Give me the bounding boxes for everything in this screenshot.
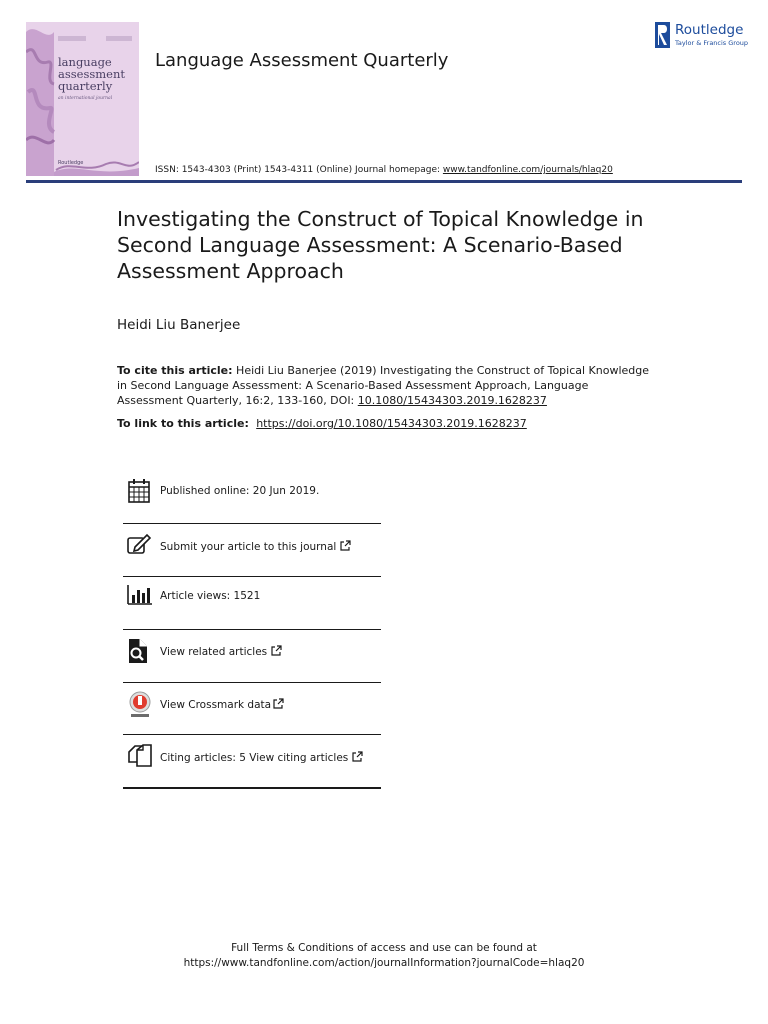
- row-divider: [123, 629, 381, 630]
- published-date: Published online: 20 Jun 2019.: [160, 485, 320, 497]
- external-link-icon: [340, 540, 351, 551]
- article-doi-url[interactable]: https://doi.org/10.1080/15434303.2019.1628237: [256, 417, 527, 430]
- crossmark-label: View Crossmark data: [160, 699, 272, 711]
- header-divider: [26, 180, 742, 183]
- document-search-icon: [127, 638, 149, 664]
- routledge-r-icon: [655, 22, 670, 48]
- article-views: Article views: 1521: [160, 590, 261, 602]
- cover-title-line: quarterly: [58, 79, 113, 93]
- related-row[interactable]: [123, 638, 381, 666]
- related-label: View related articles: [160, 646, 268, 658]
- external-link-icon: [271, 645, 282, 656]
- article-link-line: [117, 417, 527, 430]
- publisher-name: Routledge: [675, 22, 744, 38]
- crossmark-row[interactable]: [123, 691, 381, 719]
- bar-chart-icon: [127, 585, 153, 605]
- calendar-icon: [127, 478, 151, 504]
- cover-title-line: language: [58, 55, 112, 69]
- journal-title: Language Assessment Quarterly: [155, 50, 449, 71]
- publisher-group: Taylor & Francis Group: [675, 39, 749, 47]
- citation-block: [117, 363, 657, 408]
- routledge-logo: [655, 22, 749, 48]
- submit-row[interactable]: [123, 533, 381, 561]
- row-divider: [123, 523, 381, 524]
- cover-publisher-mark: Routledge: [58, 160, 84, 166]
- citing-articles-link[interactable]: [160, 751, 363, 764]
- crossmark-link[interactable]: [160, 698, 284, 711]
- submit-label: Submit your article to this journal: [160, 541, 337, 553]
- journal-homepage-link[interactable]: www.tandfonline.com/journals/hlaq20: [442, 165, 613, 175]
- row-divider: [123, 734, 381, 735]
- published-row: [123, 478, 381, 508]
- external-link-icon: [352, 751, 363, 762]
- link-label: To link to this article:: [117, 417, 253, 430]
- row-divider: [123, 682, 381, 683]
- journal-cover: [26, 22, 139, 176]
- citing-row[interactable]: [123, 744, 381, 772]
- citing-label: Citing articles: 5 View citing articles: [160, 752, 349, 764]
- related-articles-link[interactable]: [160, 645, 282, 658]
- article-title: Investigating the Construct of Topical Knowledge in Second Language Assessment: A Scenario-Based Assessment Approach: [117, 207, 644, 283]
- article-author: Heidi Liu Banerjee: [117, 317, 241, 333]
- submit-article-link[interactable]: [160, 540, 351, 553]
- footer-line: Full Terms & Conditions of access and use can be found at: [231, 942, 537, 954]
- terms-footer: [0, 941, 768, 971]
- issn-line: [155, 165, 613, 175]
- row-divider: [123, 787, 381, 789]
- citing-articles-icon: [127, 744, 153, 768]
- terms-url[interactable]: https://www.tandfonline.com/action/journalInformation?journalCode=hlaq20: [183, 957, 585, 969]
- cover-subtitle: an international journal: [58, 96, 113, 101]
- issn-text: ISSN: 1543-4303 (Print) 1543-4311 (Online) Journal homepage:: [155, 165, 443, 175]
- edit-icon: [127, 533, 151, 555]
- doi-link[interactable]: 10.1080/15434303.2019.1628237: [357, 394, 547, 407]
- row-divider: [123, 576, 381, 577]
- cite-text: Heidi Liu Banerjee (2019) Investigating the Construct of Topical Knowledge in Second Language Assessment: A Scenario-Based Assessment Approach, Language Assessment Quarterly, 16:2, 133-160, DOI:: [117, 364, 650, 407]
- cover-title-line: assessment: [58, 67, 126, 81]
- views-row: [123, 585, 381, 611]
- external-link-icon: [273, 698, 284, 709]
- cite-label: To cite this article:: [117, 364, 233, 377]
- crossmark-icon: [127, 691, 153, 719]
